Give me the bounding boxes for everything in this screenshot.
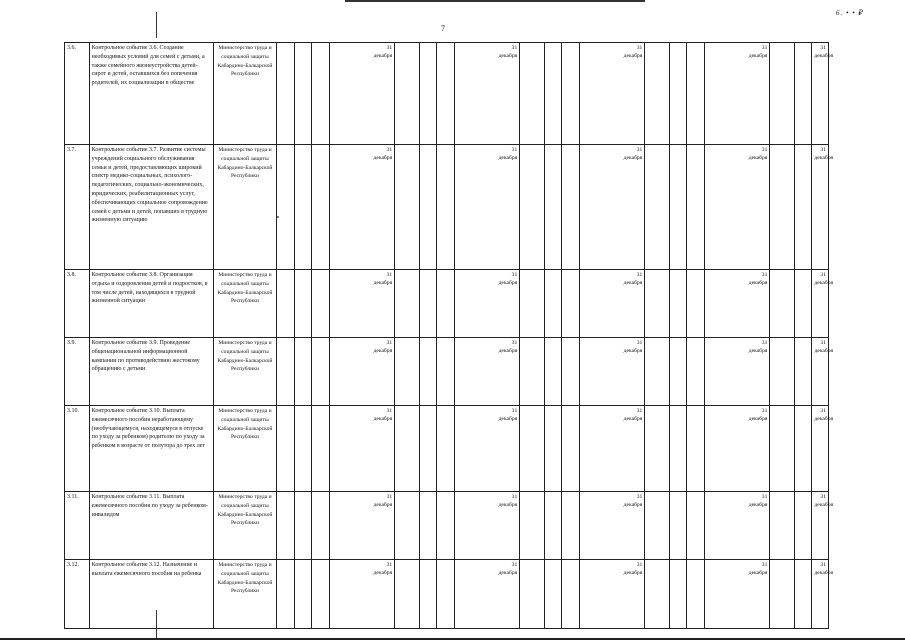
deadline-month: декабря (498, 570, 518, 576)
deadline-date (579, 560, 645, 629)
empty-cell (395, 270, 420, 338)
deadline-month: декабря (814, 348, 834, 354)
empty-cell (544, 492, 561, 560)
deadline-day: 31 (820, 340, 826, 346)
control-event-text: Контрольное событие 3.10. Выплата ежемесячного пособия неработающему (необучающемуся, находящемуся в отпуске по уходу за ребенком) родителю по уходу за ребенком в возрасте от полутора до трех лет (89, 406, 213, 492)
deadline-month: декабря (373, 280, 393, 286)
deadline-date (579, 270, 645, 338)
empty-cell (294, 560, 311, 629)
scan-artifact-top (345, 0, 645, 2)
deadline-month: декабря (373, 502, 393, 508)
deadline-day: 31 (511, 562, 518, 568)
row-number: 3.9. (65, 338, 90, 406)
deadline-day: 31 (761, 340, 768, 346)
deadline-date (579, 492, 645, 560)
deadline-month: декабря (623, 53, 643, 59)
control-event-text: Контрольное событие 3.6. Создание необходимых условий для семей с детьми, а также семейного жизнеустройства детей-сирот и детей, оставшихся без попечения родителей, их социализации в обществе (89, 43, 213, 145)
deadline-date (704, 270, 770, 338)
empty-cell (795, 145, 812, 270)
deadline-date (812, 492, 834, 560)
empty-cell (419, 492, 436, 560)
empty-cell (669, 338, 686, 406)
deadline-month: декабря (748, 416, 768, 422)
empty-cell (294, 338, 311, 406)
empty-cell (395, 406, 420, 492)
empty-cell (645, 43, 670, 145)
deadline-day: 31 (636, 147, 643, 153)
empty-cell (687, 270, 704, 338)
deadline-day: 31 (761, 45, 768, 51)
empty-cell (437, 560, 454, 629)
empty-cell (277, 270, 294, 338)
table-row (65, 338, 829, 406)
deadline-day: 31 (386, 494, 393, 500)
deadline-date (704, 492, 770, 560)
empty-cell (645, 560, 670, 629)
table-row (65, 560, 829, 629)
deadline-month: декабря (814, 416, 834, 422)
deadline-date (454, 560, 520, 629)
empty-cell (770, 43, 795, 145)
deadline-day: 31 (386, 272, 393, 278)
empty-cell (544, 406, 561, 492)
deadline-month: декабря (623, 280, 643, 286)
deadline-date (454, 492, 520, 560)
deadline-day: 31 (820, 494, 826, 500)
empty-cell (277, 43, 294, 145)
deadline-date (704, 43, 770, 145)
deadline-day: 31 (636, 340, 643, 346)
deadline-month: декабря (373, 570, 393, 576)
deadline-date (812, 560, 834, 629)
empty-cell (437, 492, 454, 560)
scan-artifact-dot (277, 216, 279, 218)
page-number: 7 (441, 24, 445, 33)
empty-cell (544, 338, 561, 406)
empty-cell (312, 406, 329, 492)
deadline-day: 31 (511, 45, 518, 51)
empty-cell (312, 145, 329, 270)
empty-cell (312, 560, 329, 629)
deadline-date (812, 145, 834, 270)
deadline-month: декабря (623, 570, 643, 576)
deadline-day: 31 (761, 562, 768, 568)
deadline-month: декабря (498, 155, 518, 161)
deadline-date (329, 406, 395, 492)
deadline-day: 31 (386, 147, 393, 153)
empty-cell (520, 560, 545, 629)
empty-cell (294, 145, 311, 270)
empty-cell (395, 560, 420, 629)
row-number: 3.7. (65, 145, 90, 270)
empty-cell (562, 492, 579, 560)
empty-cell (277, 145, 294, 270)
empty-cell (419, 270, 436, 338)
deadline-month: декабря (498, 280, 518, 286)
deadline-date (454, 43, 520, 145)
deadline-day: 31 (511, 408, 518, 414)
empty-cell (520, 43, 545, 145)
empty-cell (294, 406, 311, 492)
deadline-month: декабря (373, 348, 393, 354)
empty-cell (419, 560, 436, 629)
empty-cell (395, 43, 420, 145)
empty-cell (687, 43, 704, 145)
empty-cell (437, 145, 454, 270)
table-row (65, 270, 829, 338)
empty-cell (544, 560, 561, 629)
deadline-month: декабря (814, 155, 834, 161)
empty-cell (669, 270, 686, 338)
deadline-month: декабря (373, 53, 393, 59)
deadline-month: декабря (814, 53, 834, 59)
empty-cell (645, 406, 670, 492)
empty-cell (795, 338, 812, 406)
deadline-day: 31 (511, 147, 518, 153)
empty-cell (770, 270, 795, 338)
deadline-month: декабря (748, 280, 768, 286)
deadline-day: 31 (636, 408, 643, 414)
control-event-text: Контрольное событие 3.9. Проведение общенациональной информационной кампании по противодействию жестокому обращению с детьми (89, 338, 213, 406)
deadline-day: 31 (820, 408, 826, 414)
empty-cell (562, 560, 579, 629)
empty-cell (562, 270, 579, 338)
deadline-day: 31 (761, 272, 768, 278)
deadline-month: декабря (373, 416, 393, 422)
empty-cell (312, 492, 329, 560)
deadline-day: 31 (511, 340, 518, 346)
control-event-text: Контрольное событие 3.8. Организация отдыха и оздоровления детей и подростков, в том числе детей, находящихся в трудной жизненной ситуации (89, 270, 213, 338)
row-number: 3.11. (65, 492, 90, 560)
responsible-executor: Министерство труда и социальной защиты Кабардино-Балкарской Республики (213, 492, 277, 560)
empty-cell (520, 492, 545, 560)
deadline-date (579, 145, 645, 270)
empty-cell (562, 406, 579, 492)
empty-cell (312, 43, 329, 145)
empty-cell (419, 43, 436, 145)
empty-cell (562, 145, 579, 270)
deadline-day: 31 (820, 147, 826, 153)
empty-cell (520, 145, 545, 270)
deadline-month: декабря (814, 502, 834, 508)
deadline-day: 31 (820, 272, 826, 278)
responsible-executor: Министерство труда и социальной защиты Кабардино-Балкарской Республики (213, 43, 277, 145)
empty-cell (562, 43, 579, 145)
deadline-date (704, 145, 770, 270)
deadline-month: декабря (623, 416, 643, 422)
deadline-date (329, 492, 395, 560)
empty-cell (294, 492, 311, 560)
deadline-month: декабря (623, 348, 643, 354)
empty-cell (770, 406, 795, 492)
handwritten-corner-mark: 6. • • ₽ (836, 9, 864, 17)
deadline-day: 31 (761, 147, 768, 153)
deadline-date (812, 270, 834, 338)
empty-cell (669, 406, 686, 492)
deadline-month: декабря (748, 570, 768, 576)
empty-cell (277, 406, 294, 492)
empty-cell (312, 270, 329, 338)
row-number: 3.8. (65, 270, 90, 338)
table-row (65, 43, 829, 145)
responsible-executor: Министерство труда и социальной защиты Кабардино-Балкарской Республики (213, 338, 277, 406)
deadline-day: 31 (636, 272, 643, 278)
empty-cell (562, 338, 579, 406)
empty-cell (520, 406, 545, 492)
control-events-table (64, 42, 834, 629)
row-number: 3.6. (65, 43, 90, 145)
empty-cell (687, 338, 704, 406)
empty-cell (645, 338, 670, 406)
deadline-month: декабря (373, 155, 393, 161)
deadline-month: декабря (748, 348, 768, 354)
empty-cell (770, 560, 795, 629)
deadline-month: декабря (814, 570, 834, 576)
deadline-month: декабря (748, 155, 768, 161)
empty-cell (294, 43, 311, 145)
scan-artifact-vertical (156, 12, 157, 38)
empty-cell (277, 492, 294, 560)
deadline-date (812, 338, 834, 406)
empty-cell (687, 145, 704, 270)
empty-cell (437, 338, 454, 406)
deadline-month: декабря (814, 280, 834, 286)
deadline-date (704, 560, 770, 629)
deadline-date (812, 43, 834, 145)
empty-cell (795, 560, 812, 629)
deadline-month: декабря (498, 416, 518, 422)
deadline-month: декабря (498, 53, 518, 59)
empty-cell (770, 492, 795, 560)
empty-cell (795, 406, 812, 492)
deadline-day: 31 (761, 408, 768, 414)
responsible-executor: Министерство труда и социальной защиты Кабардино-Балкарской Республики (213, 145, 277, 270)
deadline-month: декабря (498, 502, 518, 508)
deadline-day: 31 (386, 408, 393, 414)
deadline-day: 31 (511, 272, 518, 278)
deadline-month: декабря (748, 53, 768, 59)
deadline-day: 31 (761, 494, 768, 500)
empty-cell (770, 338, 795, 406)
empty-cell (312, 338, 329, 406)
empty-cell (294, 270, 311, 338)
deadline-day: 31 (511, 494, 518, 500)
deadline-date (579, 43, 645, 145)
deadline-date (329, 43, 395, 145)
empty-cell (669, 43, 686, 145)
empty-cell (645, 492, 670, 560)
deadline-date (454, 270, 520, 338)
row-number: 3.12. (65, 560, 90, 629)
empty-cell (770, 145, 795, 270)
deadline-month: декабря (498, 348, 518, 354)
empty-cell (277, 338, 294, 406)
empty-cell (795, 270, 812, 338)
deadline-date (454, 145, 520, 270)
responsible-executor: Министерство труда и социальной защиты Кабардино-Балкарской Республики (213, 406, 277, 492)
empty-cell (687, 560, 704, 629)
deadline-date (329, 145, 395, 270)
table-body (65, 43, 834, 629)
responsible-executor: Министерство труда и социальной защиты Кабардино-Балкарской Республики (213, 270, 277, 338)
deadline-date (454, 338, 520, 406)
empty-cell (437, 43, 454, 145)
empty-cell (520, 270, 545, 338)
deadline-date (329, 338, 395, 406)
empty-cell (419, 406, 436, 492)
empty-cell (419, 145, 436, 270)
empty-cell (687, 492, 704, 560)
deadline-day: 31 (820, 562, 826, 568)
empty-cell (795, 492, 812, 560)
deadline-day: 31 (820, 45, 826, 51)
deadline-date (704, 406, 770, 492)
table-row (65, 492, 829, 560)
control-event-text: Контрольное событие 3.12. Назначение и выплата ежемесячного пособия на ребенка (89, 560, 213, 629)
empty-cell (669, 560, 686, 629)
empty-cell (645, 145, 670, 270)
empty-cell (544, 270, 561, 338)
deadline-date (579, 406, 645, 492)
deadline-day: 31 (386, 45, 393, 51)
table-row (65, 406, 829, 492)
deadline-day: 31 (636, 562, 643, 568)
empty-cell (687, 406, 704, 492)
deadline-date (812, 406, 834, 492)
empty-cell (395, 492, 420, 560)
empty-cell (437, 406, 454, 492)
deadline-month: декабря (748, 502, 768, 508)
empty-cell (395, 338, 420, 406)
empty-cell (520, 338, 545, 406)
deadline-month: декабря (623, 155, 643, 161)
table-row (65, 145, 829, 270)
deadline-day: 31 (636, 45, 643, 51)
scan-artifact-vertical-bottom (156, 610, 157, 638)
empty-cell (395, 145, 420, 270)
empty-cell (277, 560, 294, 629)
empty-cell (669, 492, 686, 560)
deadline-day: 31 (386, 562, 393, 568)
responsible-executor: Министерство труда и социальной защиты Кабардино-Балкарской Республики (213, 560, 277, 629)
deadline-date (704, 338, 770, 406)
deadline-date (329, 270, 395, 338)
empty-cell (544, 145, 561, 270)
deadline-date (579, 338, 645, 406)
deadline-month: декабря (623, 502, 643, 508)
deadline-date (329, 560, 395, 629)
deadline-date (454, 406, 520, 492)
control-event-text: Контрольное событие 3.11. Выплата ежемесячного пособия по уходу за ребенком-инвалидом (89, 492, 213, 560)
empty-cell (544, 43, 561, 145)
deadline-day: 31 (386, 340, 393, 346)
control-event-text: Контрольное событие 3.7. Развитие системы учреждений социального обслуживания семьи и детей, предоставляющих широкий спектр медико-социальных, психолого-педагогических, социально-экономических, юридических, реабилитационных услуг, обеспечивающих социальное сопровождение семей с детьми и детей, попавших в трудную жизненную ситуацию (89, 145, 213, 270)
empty-cell (437, 270, 454, 338)
empty-cell (419, 338, 436, 406)
empty-cell (795, 43, 812, 145)
empty-cell (669, 145, 686, 270)
empty-cell (645, 270, 670, 338)
deadline-day: 31 (636, 494, 643, 500)
row-number: 3.10. (65, 406, 90, 492)
